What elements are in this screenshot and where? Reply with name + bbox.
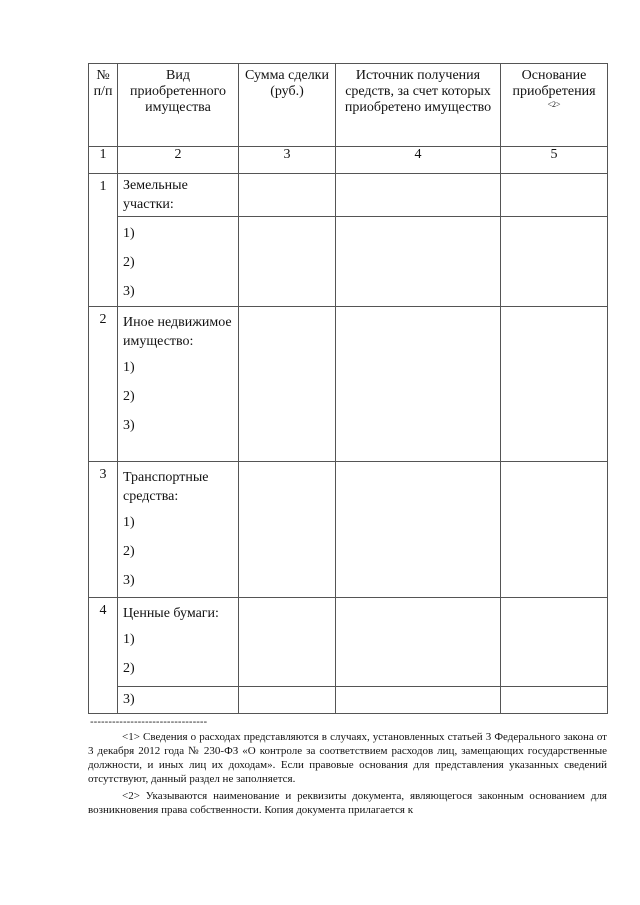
amount-cell <box>239 462 336 598</box>
source-cell <box>336 174 501 217</box>
section-row-vehicles <box>89 462 608 598</box>
item-list <box>123 623 234 683</box>
section-row-securities <box>89 598 608 687</box>
amount-cell <box>239 687 336 714</box>
list-item: 1) <box>123 360 135 375</box>
expenses-table <box>88 63 608 714</box>
list-item: 3) <box>123 573 135 588</box>
list-item: 2) <box>123 389 135 404</box>
column-number: 1 <box>89 147 118 174</box>
item-list <box>123 351 234 440</box>
list-item: 2) <box>123 255 135 270</box>
item-list <box>118 217 239 307</box>
header-basis <box>501 64 608 147</box>
footnote-ref-2: <2> <box>547 100 561 109</box>
header-number: № п/п <box>89 64 118 147</box>
column-number: 4 <box>336 147 501 174</box>
column-number: 3 <box>239 147 336 174</box>
section-number: 3 <box>89 462 118 598</box>
section-row-other-realty <box>89 307 608 462</box>
amount-cell <box>239 598 336 687</box>
section-row-land <box>89 174 608 217</box>
basis-cell <box>501 687 608 714</box>
section-block <box>118 462 239 598</box>
list-item: 3) <box>123 284 135 299</box>
header-amount: Сумма сделки (руб.) <box>239 64 336 147</box>
section-title-text: Иное недвижимое имущество: <box>123 315 232 349</box>
list-item: 2) <box>123 661 135 676</box>
footnotes <box>88 730 607 820</box>
source-cell <box>336 598 501 687</box>
amount-cell <box>239 217 336 307</box>
section-number: 1 <box>89 174 118 307</box>
column-number: 2 <box>118 147 239 174</box>
source-cell <box>336 307 501 462</box>
list-item: 3) <box>118 687 239 714</box>
basis-cell <box>501 307 608 462</box>
amount-cell <box>239 174 336 217</box>
basis-cell <box>501 217 608 307</box>
header-basis-label: Основание приобретения <box>512 68 596 99</box>
basis-cell <box>501 598 608 687</box>
header-property-type: Вид приобретенного имущества <box>118 64 239 147</box>
source-cell <box>336 462 501 598</box>
list-item: 1) <box>123 226 135 241</box>
section-title-text: Земельные участки: <box>123 178 188 212</box>
column-number-row <box>89 147 608 174</box>
section-block <box>118 598 239 687</box>
list-item: 1) <box>123 632 135 647</box>
basis-cell <box>501 462 608 598</box>
items-row <box>89 217 608 307</box>
section-title-text: Транспортные средства: <box>123 470 209 504</box>
column-number: 5 <box>501 147 608 174</box>
section-title-text: Ценные бумаги: <box>123 606 219 621</box>
footnote-1: <1> Сведения о расходах представляются в случаях, установленных статьей 3 Федерального закона от 3 декабря 2012 года № 230-ФЗ «О контроле за соответствием расходов лиц, замещающих государственные должности, и иных лиц их доходам». Если правовые основания для представления указанных сведений отсутствуют, данный раздел не заполняется. <box>88 731 607 785</box>
footnote-2: <2> Указываются наименование и реквизиты документа, являющегося законным основанием для возникновения права собственности. Копия документа прилагается к <box>88 790 607 816</box>
section-number: 4 <box>89 598 118 714</box>
list-item: 1) <box>123 515 135 530</box>
header-row <box>89 64 608 147</box>
item-list <box>123 506 234 595</box>
amount-cell <box>239 307 336 462</box>
basis-cell <box>501 174 608 217</box>
source-cell <box>336 217 501 307</box>
list-item: 2) <box>123 544 135 559</box>
footnote-separator: -------------------------------- <box>90 716 208 728</box>
list-item: 3) <box>123 418 135 433</box>
section-title <box>118 174 239 217</box>
section-number: 2 <box>89 307 118 462</box>
items-row-last <box>89 687 608 714</box>
header-funding-source: Источник получения средств, за счет которых приобретено имущество <box>336 64 501 147</box>
section-block <box>118 307 239 462</box>
source-cell <box>336 687 501 714</box>
